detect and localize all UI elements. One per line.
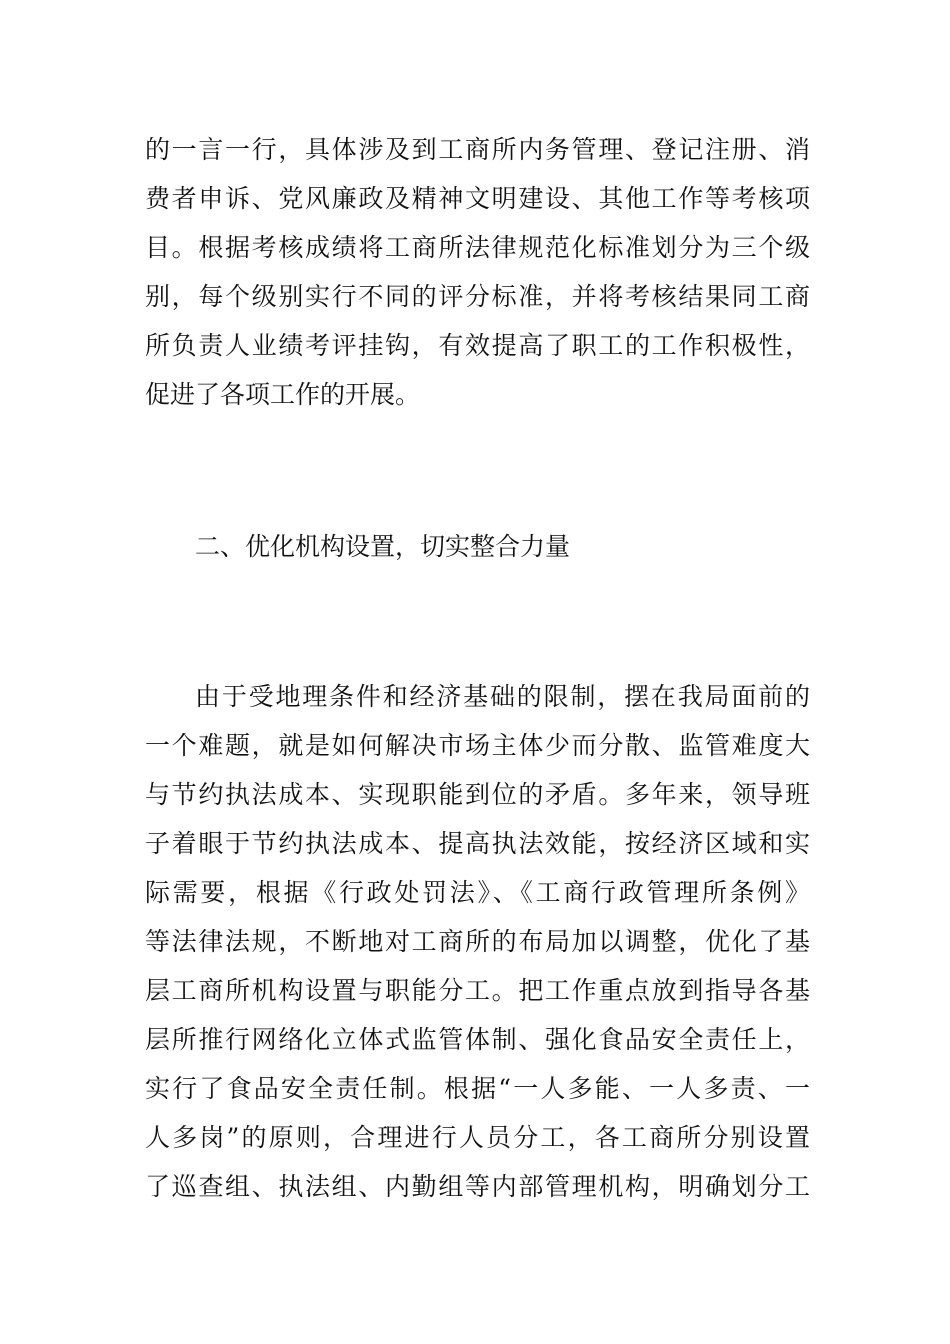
text-line: 目。根据考核成绩将工商所法律规范化标准划分为三个级 xyxy=(145,233,810,262)
text-line: 促进了各项工作的开展。 xyxy=(145,380,421,409)
text-line: 子着眼于节约执法成本、提高执法效能，按经济区域和实 xyxy=(145,829,810,858)
text-line: 人多岗”的原则，合理进行人员分工，各工商所分别设置 xyxy=(145,1123,810,1152)
text-line: 与节约执法成本、实现职能到位的矛盾。多年来，领导班 xyxy=(145,780,810,809)
text-line: 实行了食品安全责任制。根据“一人多能、一人多责、一 xyxy=(145,1074,810,1103)
section-heading: 二、优化机构设置，切实整合力量 xyxy=(195,532,571,561)
text-line: 了巡查组、执法组、内勤组等内部管理机构，明确划分工 xyxy=(145,1172,810,1201)
text-line: 际需要，根据《行政处罚法》、《工商行政管理所条例》 xyxy=(145,878,810,907)
text-line: 由于受地理条件和经济基础的限制，摆在我局面前的 xyxy=(195,682,810,711)
text-line: 所负责人业绩考评挂钩，有效提高了职工的工作积极性， xyxy=(145,331,810,360)
text-line: 的一言一行，具体涉及到工商所内务管理、登记注册、消 xyxy=(145,135,810,164)
text-line: 费者申诉、党风廉政及精神文明建设、其他工作等考核项 xyxy=(145,184,810,213)
text-line: 层工商所机构设置与职能分工。把工作重点放到指导各基 xyxy=(145,976,810,1005)
text-line: 别，每个级别实行不同的评分标准，并将考核结果同工商 xyxy=(145,282,810,311)
text-line: 一个难题，就是如何解决市场主体少而分散、监管难度大 xyxy=(145,731,810,760)
text-line: 层所推行网络化立体式监管体制、强化食品安全责任上， xyxy=(145,1025,810,1054)
text-line: 等法律法规，不断地对工商所的布局加以调整，优化了基 xyxy=(145,927,810,956)
